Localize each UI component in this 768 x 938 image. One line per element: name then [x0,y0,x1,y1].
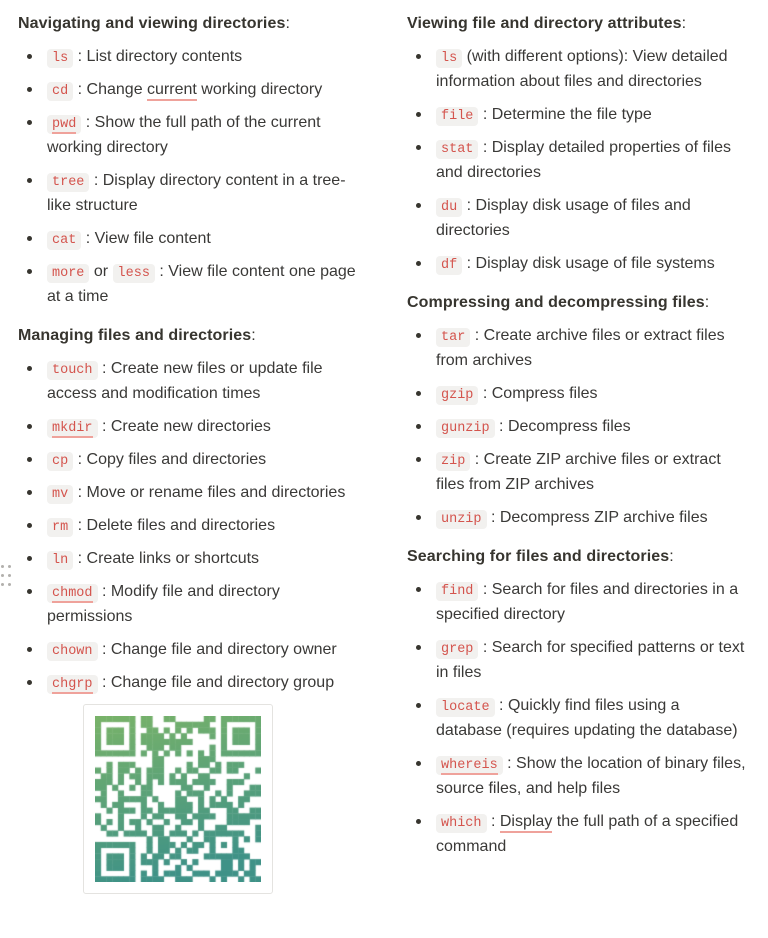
code-chip-text-underlined: pwd [52,117,77,132]
list-item [18,226,358,251]
code-chip-text: cp [52,454,69,469]
text-run: : Decompress files [494,418,631,435]
code-chip-text: gunzip [441,421,490,436]
code-chip-text-underlined: chgrp [52,677,93,692]
code-chip-text-underlined: mkdir [52,421,93,436]
code-chip-text: zip [441,454,466,469]
code-chip [47,642,98,661]
code-chip [436,107,478,126]
section-heading [18,323,358,348]
code-chip [47,115,81,134]
drag-dot [8,574,11,577]
list-item [407,414,748,439]
code-chip-text: which [441,816,482,831]
drag-dot [1,565,4,568]
text-run: : Search for files and directories in a specified directory [436,581,739,623]
code-chip [436,698,495,717]
code-chip [47,551,73,570]
code-chip [436,49,462,68]
list-item [407,102,748,127]
text-run: : Search for specified patterns or text in files [436,639,745,681]
text-run: : Create new directories [97,418,271,435]
code-chip [436,419,495,438]
list-item [18,480,358,505]
code-chip-text: find [441,584,474,599]
text-run: : Show the location of binary files, source files, and help files [436,755,746,797]
code-chip [47,49,73,68]
section-heading-colon: : [669,548,674,565]
list-item [18,447,358,472]
text-run: : List directory contents [73,48,243,65]
text-run: : Decompress ZIP archive files [486,509,708,526]
list-item [407,193,748,243]
code-chip [47,231,81,250]
right-column [407,11,748,867]
text-run: : Show the full path of the current working directory [47,114,321,156]
code-chip-text: cat [52,233,77,248]
section-heading [407,290,748,315]
code-chip-text: gzip [441,388,474,403]
code-chip [47,452,73,471]
code-chip [47,518,73,537]
code-chip [47,485,73,504]
code-chip [436,328,470,347]
text-run: : Display directory content in a tree-like structure [47,172,346,214]
section-heading [407,544,748,569]
code-chip-text: tree [52,175,85,190]
command-list [407,44,748,276]
code-chip-text: chown [52,644,93,659]
drag-dot [1,583,4,586]
code-chip [47,419,98,438]
code-chip-text: touch [52,363,93,378]
code-chip-text: ls [441,51,458,66]
code-chip-text-underlined: whereis [441,758,498,773]
section-heading-text: Compressing and decompressing files [407,294,705,311]
text-run: : Change [73,81,148,98]
list-item [407,251,748,276]
list-item [407,323,748,373]
command-list [18,44,358,309]
code-chip [47,82,73,101]
section-heading-text: Managing files and directories [18,327,252,344]
code-chip [436,386,478,405]
code-chip-text-underlined: chmod [52,586,93,601]
drag-handle-icon[interactable] [1,565,12,587]
code-chip-text: grep [441,642,474,657]
text-run: (with different options): View detailed information about files and directories [436,48,728,90]
text-run: : Display disk usage of files and directories [436,197,691,239]
text-run: the full path of a specified command [436,813,739,855]
text-run: : Change file and directory owner [97,641,337,658]
text-run: : Display detailed properties of files and directories [436,139,731,181]
list-item [18,168,358,218]
command-list [18,356,358,695]
text-run: : Create archive files or extract files from archives [436,327,725,369]
text-run: : Compress files [478,385,598,402]
qr-code-card [83,704,273,894]
list-item [407,381,748,406]
drag-dot [8,583,11,586]
list-item [407,44,748,94]
code-chip-text: mv [52,487,69,502]
code-chip-text: rm [52,520,69,535]
code-chip-text: ln [52,553,69,568]
code-chip-text: cd [52,84,69,99]
list-item [18,356,358,406]
list-item [407,577,748,627]
qr-code [95,716,261,882]
code-chip-text: file [441,109,474,124]
code-chip [436,814,487,833]
list-item [18,579,358,629]
code-chip [436,640,478,659]
text-run: : Display disk usage of file systems [462,255,715,272]
command-list [407,577,748,859]
code-chip [113,264,155,283]
text-run: working directory [196,81,323,98]
list-item [18,259,358,309]
code-chip-text: more [52,266,85,281]
underlined-text: Display [500,813,552,833]
code-chip [47,675,98,694]
section-heading [18,11,358,36]
list-item [407,447,748,497]
list-item [18,110,358,160]
list-item [18,546,358,571]
code-chip-text: locate [441,700,490,715]
code-chip [436,582,478,601]
list-item [407,505,748,530]
section-heading-text: Navigating and viewing directories [18,15,286,32]
drag-dot [8,565,11,568]
command-list [407,323,748,530]
section-heading [407,11,748,36]
list-item [407,751,748,801]
text-run: : Move or rename files and directories [73,484,346,501]
underlined-text: current [147,81,197,101]
text-run: : [486,813,500,830]
list-item [407,635,748,685]
text-run: : Quickly find files using a database (requires updating the database) [436,697,738,739]
text-run: : Copy files and directories [73,451,267,468]
code-chip [47,584,98,603]
left-column [18,11,358,894]
code-chip-text: du [441,200,458,215]
list-item [18,637,358,662]
section-heading-text: Searching for files and directories [407,548,670,565]
section-heading-colon: : [251,327,256,344]
text-run: : Create ZIP archive files or extract files from ZIP archives [436,451,721,493]
text-run: : Delete files and directories [73,517,276,534]
code-chip [436,198,462,217]
text-run: : View file content [81,230,211,247]
text-run: : View file content one page at a time [47,263,356,305]
section-heading-colon: : [285,15,291,32]
list-item [407,693,748,743]
code-chip [436,452,470,471]
drag-dot [1,574,4,577]
code-chip [436,256,462,275]
list-item [18,670,358,695]
code-chip-text: unzip [441,512,482,527]
code-chip [436,510,487,529]
list-item [407,809,748,859]
list-item [18,414,358,439]
list-item [18,513,358,538]
code-chip-text: stat [441,142,474,157]
text-run: : Determine the file type [478,106,652,123]
code-chip [47,173,89,192]
text-run: or [89,263,113,280]
list-item [18,77,358,102]
code-chip [436,140,478,159]
section-heading-colon: : [681,15,687,32]
code-chip-text: df [441,258,458,273]
section-heading-text: Viewing file and directory attributes [407,15,682,32]
text-run: : Change file and directory group [97,674,335,691]
code-chip-text: ls [52,51,69,66]
code-chip [436,756,503,775]
code-chip-text: less [117,266,150,281]
code-chip [47,264,89,283]
text-run: : Create new files or update file access and modification times [47,360,323,402]
code-chip-text: tar [441,330,466,345]
section-heading-colon: : [704,294,710,311]
list-item [407,135,748,185]
code-chip [47,361,98,380]
text-run: : Create links or shortcuts [73,550,260,567]
text-run: : Modify file and directory permissions [47,583,280,625]
list-item [18,44,358,69]
